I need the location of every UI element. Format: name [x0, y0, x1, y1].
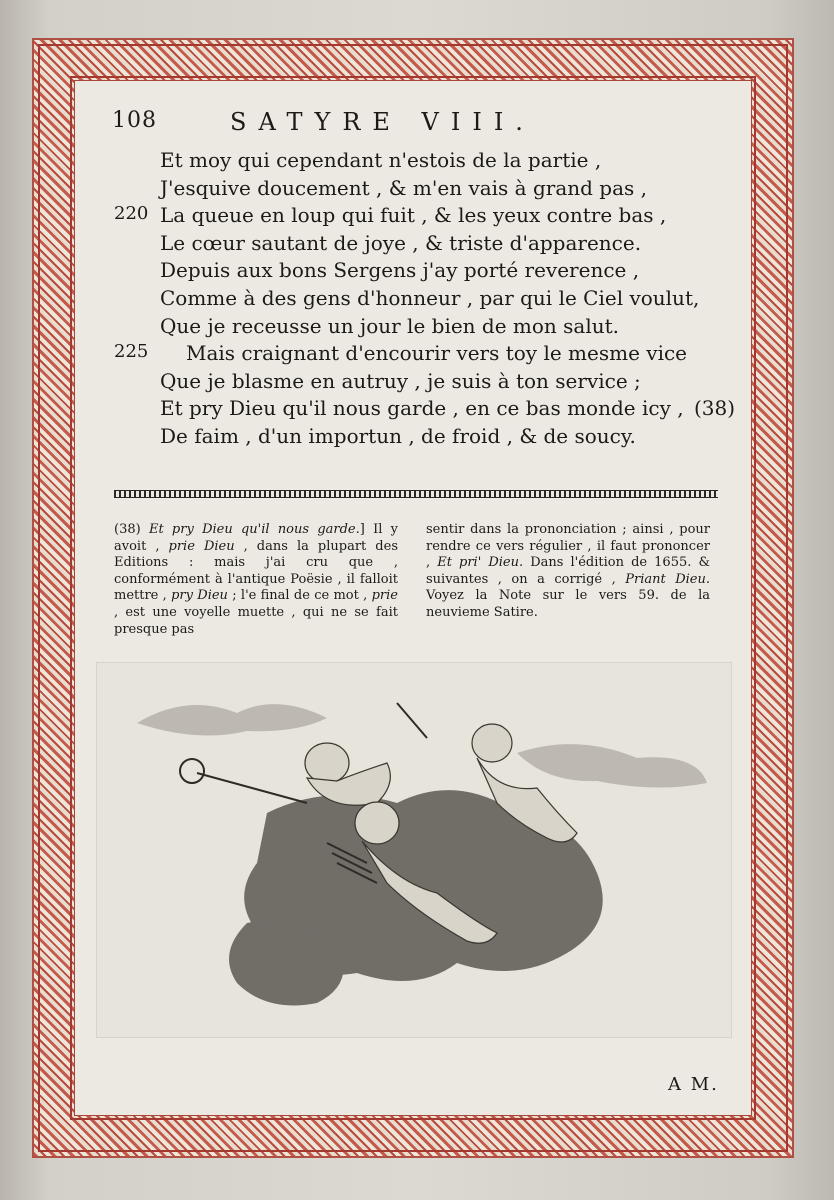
verse-text: Le cœur sautant de joye , & triste d'apparence.	[160, 230, 642, 255]
verse-text: Comme à des gens d'honneur , par qui le Ciel voulut,	[160, 285, 700, 310]
verse-line	[78, 314, 718, 342]
footnote-segment: Dans l'édition de 1655. & suivantes , on a corrigé ,	[426, 555, 711, 587]
footnote-segment: ] Il y avoit ,	[114, 522, 398, 554]
footnote-column-left	[114, 522, 398, 638]
footnote-segment: prie Dieu	[168, 538, 235, 554]
verse-text: La queue en loup qui fuit , & les yeux contre bas ,	[160, 203, 667, 228]
verse-text: J'esquive doucement , & m'en vais à grand pas ,	[160, 175, 647, 200]
verse-line	[78, 341, 718, 369]
footnote-segment: Priant Dieu.	[625, 571, 710, 587]
line-number: 220	[114, 203, 149, 225]
footnote-column-right	[426, 522, 710, 622]
running-title: SATYRE VIII.	[230, 108, 535, 136]
page-number: 108	[112, 108, 157, 133]
verse-text: De faim , d'un importun , de froid , & de soucy.	[160, 423, 636, 448]
verse-line	[78, 369, 718, 397]
verse-line	[78, 286, 718, 314]
footnote-segment: prie	[371, 588, 398, 604]
footnote-segment: Voyez la Note sur le vers 59. de la neuvieme Satire.	[426, 588, 710, 620]
footnote-segment: Et pri' Dieu.	[437, 555, 524, 571]
footnote-segment: ; l'e final de ce mot ,	[227, 588, 372, 604]
catchword: A M.	[668, 1074, 719, 1095]
footnote-reference: (38)	[694, 396, 736, 421]
verse-text: Mais craignant d'encourir vers toy le mesme vice	[186, 341, 687, 366]
verse-text: Depuis aux bons Sergens j'ay porté reverence ,	[160, 258, 640, 283]
verse-block	[78, 148, 736, 452]
page-content	[78, 84, 748, 1114]
verse-line	[78, 258, 718, 286]
footnote-segment: (38)	[114, 522, 149, 537]
page-header	[78, 108, 718, 144]
verse-line	[78, 396, 736, 424]
footnote-segment: Et pry Dieu qu'il nous garde.	[148, 522, 360, 537]
verse-text: Que je blasme en autruy , je suis à ton service ;	[160, 368, 641, 393]
footnote-segment: , est une voyelle muette , qui ne se fait presque pas	[114, 604, 398, 637]
verse-text: Et moy qui cependant n'estois de la partie ,	[160, 148, 602, 172]
verse-text: Que je receusse un jour le bien de mon salut.	[160, 313, 620, 338]
cherubs-engraving	[96, 662, 732, 1038]
verse-line	[78, 176, 718, 204]
footnote-segment: pry Dieu	[171, 588, 228, 604]
footnote-segment: , dans la plupart des Editions : mais j'ai cru que , conformément à l'antique Poësie , il falloit mettre ,	[114, 538, 398, 604]
verse-line	[78, 148, 718, 176]
engraving-illustration	[97, 663, 731, 1037]
footnote-segment: sentir dans la prononciation ; ainsi , pour rendre ce vers régulier , il faut prononcer ,	[426, 522, 710, 571]
verse-line	[78, 231, 718, 259]
ornamental-rule	[114, 490, 718, 498]
line-number: 225	[114, 341, 149, 363]
verse-line	[78, 203, 718, 231]
verse-line	[78, 424, 718, 452]
verse-text: Et pry Dieu qu'il nous garde , en ce bas monde icy ,	[160, 396, 684, 421]
